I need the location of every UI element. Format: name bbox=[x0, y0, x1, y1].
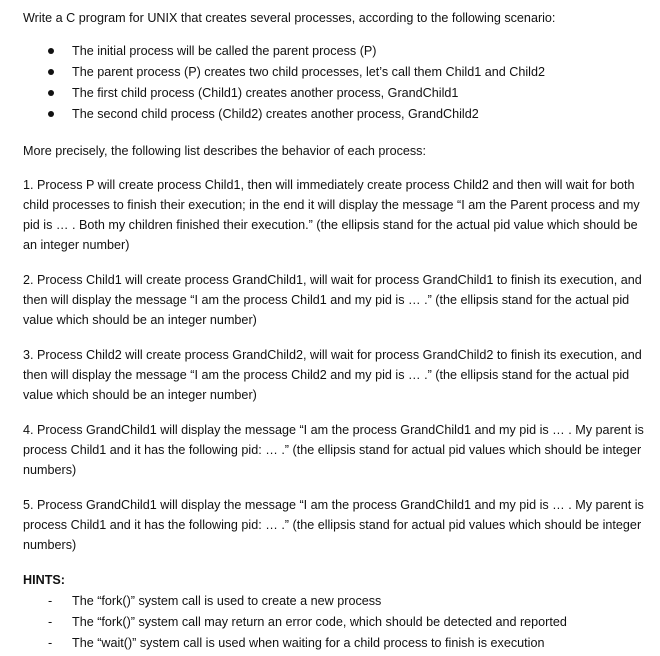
list-item: - The “fork()” system call is used to create a new process bbox=[0, 591, 660, 612]
bullet-dot-icon bbox=[48, 48, 54, 54]
bullet-dot-icon bbox=[48, 111, 54, 117]
hints-heading: HINTS: bbox=[23, 573, 65, 587]
list-item: - The “fork()” system call may return an error code, which should be detected and reported bbox=[0, 612, 660, 633]
list-item: - The “wait()” system call is used when waiting for a child process to finish is execution bbox=[0, 633, 660, 654]
list-item: The first child process (Child1) creates another process, GrandChild1 bbox=[0, 83, 660, 104]
process-item-1: 1. Process P will create process Child1, then will immediately create process Child2 and then will wait for both child processes to finish their execution; in the end it will display the message “I am the Parent process and my pid is … . Both my children finished their execution.” (the ellipsis stand for the actual pid value which should be an integer number) bbox=[23, 178, 640, 252]
list-item: The initial process will be called the parent process (P) bbox=[0, 41, 660, 62]
process-item-3: 3. Process Child2 will create process GrandChild2, will wait for process GrandChild2 to finish its execution, and then will display the message “I am the process Child2 and my pid is … .” (the ellipsis stand for the actual pid value which should be an integer number) bbox=[23, 348, 642, 402]
dash-bullet-icon: - bbox=[48, 594, 53, 608]
hints-list bbox=[0, 591, 660, 654]
scenario-bullet-list bbox=[0, 41, 660, 125]
bullet-dot-icon bbox=[48, 69, 54, 75]
dash-bullet-icon: - bbox=[48, 636, 53, 650]
list-item: The parent process (P) creates two child processes, let’s call them Child1 and Child2 bbox=[0, 62, 660, 83]
process-item-4: 4. Process GrandChild1 will display the message “I am the process GrandChild1 and my pid is … . My parent is process Child1 and it has the following pid: … .” (the ellipsis stand for actual pid values which should be integer numbers) bbox=[23, 423, 644, 477]
process-item-5: 5. Process GrandChild1 will display the message “I am the process GrandChild1 and my pid is … . My parent is process Child1 and it has the following pid: … .” (the ellipsis stand for actual pid values which should be integer numbers) bbox=[23, 498, 644, 552]
intro-paragraph: Write a C program for UNIX that creates several processes, according to the following scenario: bbox=[23, 11, 556, 25]
list-item: The second child process (Child2) creates another process, GrandChild2 bbox=[0, 104, 660, 125]
process-item-2: 2. Process Child1 will create process GrandChild1, will wait for process GrandChild1 to finish its execution, and then will display the message “I am the process Child1 and my pid is … .” (the ellipsis stand for the actual pid value which should be an integer number) bbox=[23, 273, 642, 327]
dash-bullet-icon: - bbox=[48, 615, 53, 629]
bullet-dot-icon bbox=[48, 90, 54, 96]
more-precisely-paragraph: More precisely, the following list describes the behavior of each process: bbox=[23, 144, 426, 158]
